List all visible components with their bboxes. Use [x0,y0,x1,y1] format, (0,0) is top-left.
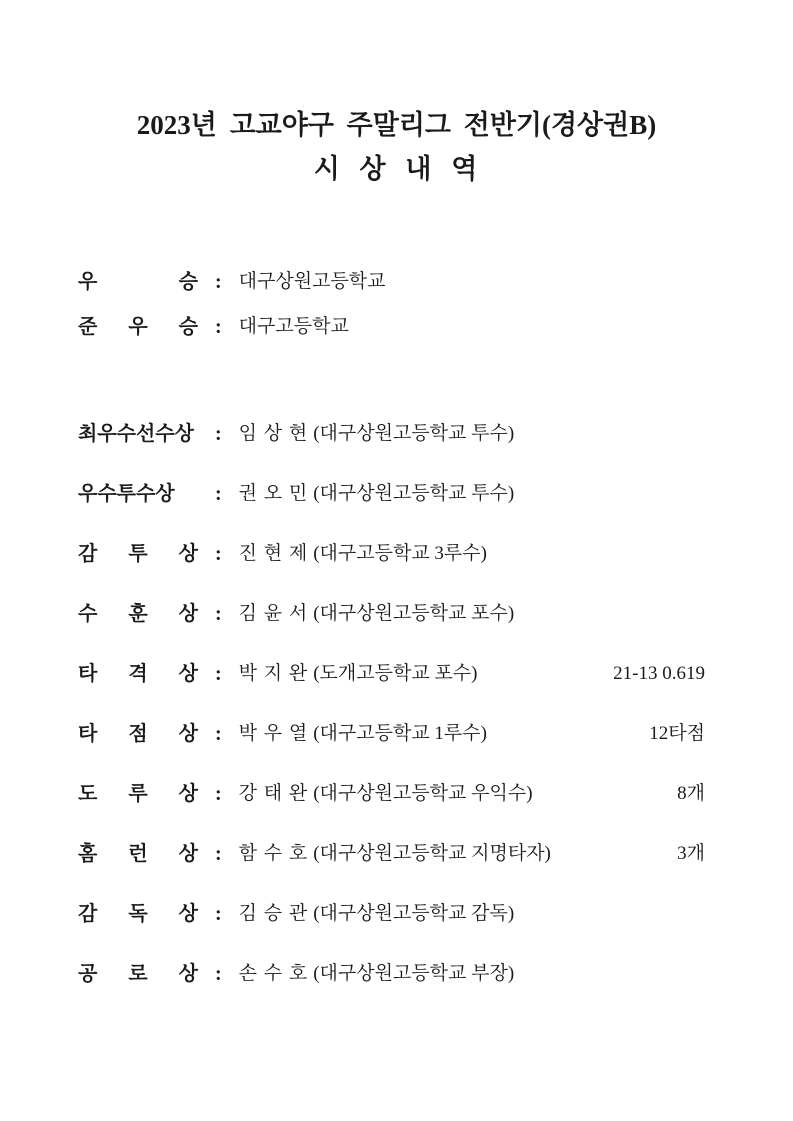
winner-school: 대구상원고등학교 [238,271,386,292]
awardee-affiliation: (도개고등학교 포수) [313,663,478,684]
award-value [239,842,551,866]
award-stat: 3개 [677,843,705,864]
award-value [239,422,515,446]
colon-separator: : [215,316,222,338]
colon-separator: : [215,783,222,805]
awardee-name: 함 수 호 [238,843,309,864]
award-row [78,962,705,1022]
award-label: 우 승 [78,271,198,293]
award-value [239,902,515,926]
awardee-name: 권 오 민 [238,483,309,504]
award-stat: 12타점 [649,723,705,744]
awardee-name: 강 태 완 [238,783,309,804]
award-row [78,842,705,902]
award-label: 최우수선수상 [78,423,194,445]
award-value [239,482,515,506]
award-stat: 21-13 0.619 [613,663,705,684]
awardee-affiliation: (대구상원고등학교 부장) [313,963,515,984]
award-value [239,782,533,806]
title-line-1: 2023년 고교야구 주말리그 전반기(경상권B) [136,110,657,140]
winner-school: 대구고등학교 [238,316,349,337]
colon-separator: : [215,723,222,745]
award-row [78,542,705,602]
awardee-affiliation: (대구고등학교 1루수) [313,723,487,744]
award-row [78,482,705,542]
colon-separator: : [215,603,222,625]
awardee-affiliation: (대구상원고등학교 투수) [313,423,515,444]
awardee-name: 박 우 열 [238,723,309,744]
award-value [239,722,487,746]
award-value [239,962,515,986]
award-label: 준 우 승 [78,316,198,338]
colon-separator: : [215,963,222,985]
award-stat: 8개 [677,783,705,804]
winner-row [78,315,705,360]
document-content [78,270,705,1022]
awardee-name: 진 현 제 [238,543,309,564]
award-row [78,662,705,722]
award-label: 홈 런 상 [78,843,198,865]
awardee-name: 임 상 현 [238,423,309,444]
award-label: 우수투수상 [78,483,175,505]
colon-separator: : [215,543,222,565]
document-title [0,0,793,191]
awardee-name: 김 승 관 [238,903,309,924]
award-value [239,602,515,626]
award-label: 공 로 상 [78,963,198,985]
awardee-affiliation: (대구상원고등학교 포수) [313,603,515,624]
award-label: 수 훈 상 [78,603,198,625]
award-row [78,722,705,782]
awardee-name: 박 지 완 [238,663,309,684]
awardee-name: 김 윤 서 [238,603,309,624]
award-row [78,782,705,842]
award-label: 타 격 상 [78,663,198,685]
awardee-affiliation: (대구상원고등학교 우익수) [313,783,533,804]
award-label: 감 독 상 [78,903,198,925]
award-row [78,902,705,962]
winners-section [78,270,705,360]
award-row [78,422,705,482]
award-row [78,602,705,662]
title-line-2: 시 상 내 역 [313,154,480,184]
colon-separator: : [215,843,222,865]
colon-separator: : [215,903,222,925]
awards-section [78,422,705,1022]
colon-separator: : [215,271,222,293]
award-value [239,542,487,566]
colon-separator: : [215,483,222,505]
colon-separator: : [215,663,222,685]
award-label: 타 점 상 [78,723,198,745]
awardee-affiliation: (대구상원고등학교 지명타자) [313,843,551,864]
winner-row [78,270,705,315]
colon-separator: : [215,423,222,445]
award-label: 감 투 상 [78,543,198,565]
awardee-affiliation: (대구상원고등학교 투수) [313,483,515,504]
awardee-affiliation: (대구고등학교 3루수) [313,543,487,564]
awardee-name: 손 수 호 [238,963,309,984]
award-value [239,662,478,686]
awardee-affiliation: (대구상원고등학교 감독) [313,903,515,924]
award-label: 도 루 상 [78,783,198,805]
